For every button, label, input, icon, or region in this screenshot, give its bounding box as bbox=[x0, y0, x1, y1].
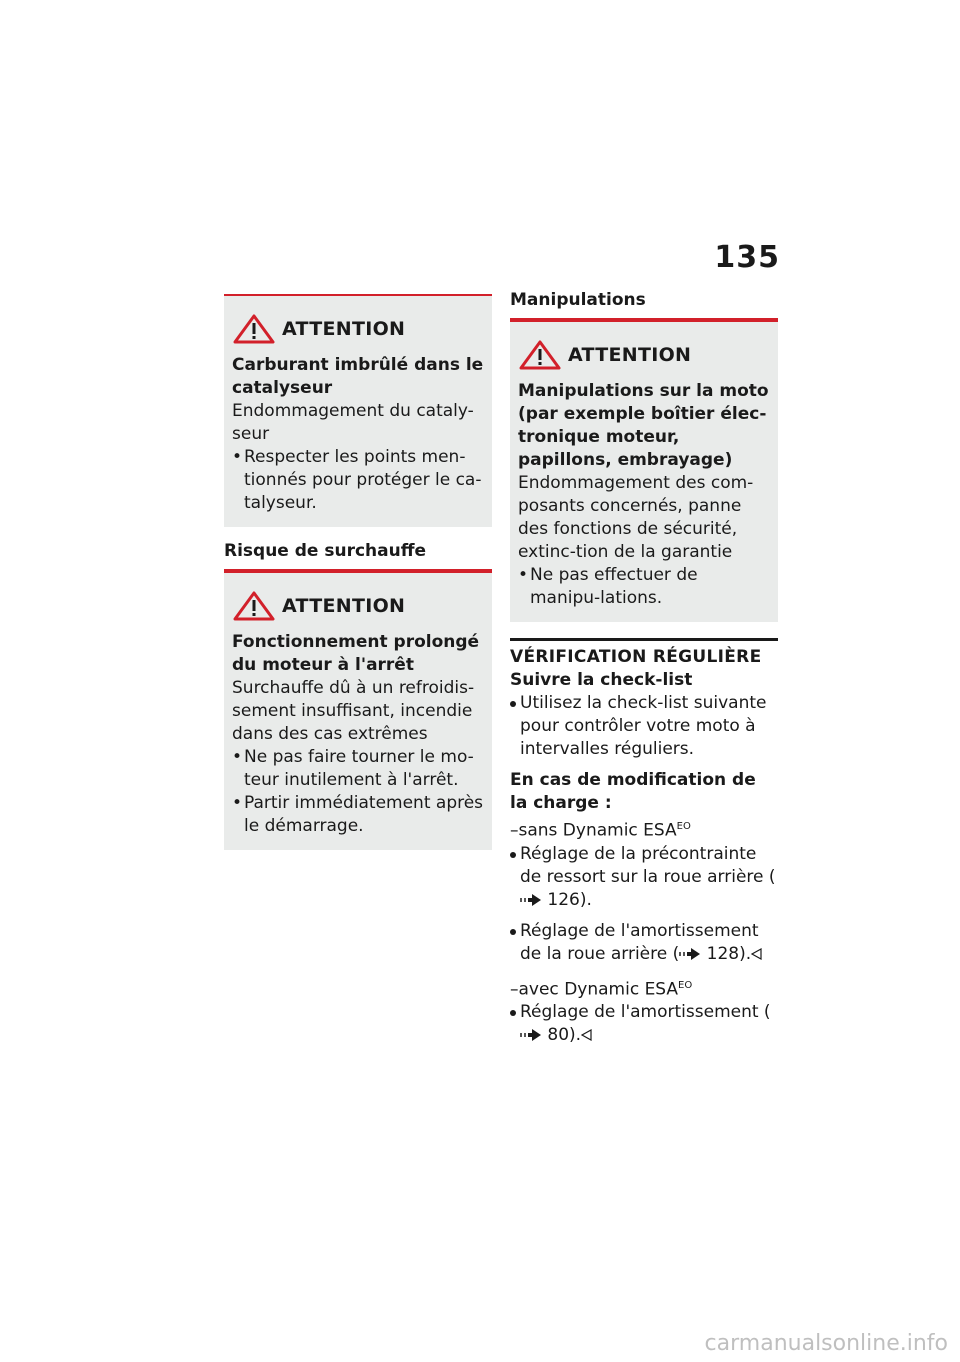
warning-header bbox=[518, 340, 770, 370]
end-triangle-icon bbox=[581, 1029, 592, 1041]
warning-bullets bbox=[518, 564, 770, 610]
item-text: Réglage de l'amortissement de la roue arrière ( bbox=[520, 920, 759, 964]
warning-subject: Fonctionnement prolongé du moteur à l'arrêt bbox=[232, 632, 480, 675]
warning-bullets bbox=[232, 446, 484, 515]
page-number: 135 bbox=[714, 240, 780, 275]
warning-triangle-icon bbox=[232, 314, 276, 344]
condition-without-esa: –sans Dynamic $ESA^{EO}$ bbox=[510, 820, 691, 841]
load-change-heading: En cas de modification de la charge : bbox=[510, 770, 756, 813]
checklist-item: Utilisez la check-list suivante pour contrôler votre moto à intervalles réguliers. bbox=[510, 692, 778, 761]
page-ref-arrow-icon bbox=[520, 894, 542, 906]
left-column bbox=[224, 294, 492, 850]
page-ref-arrow-icon bbox=[520, 1029, 542, 1041]
warning-body: Endommagement du cataly-seur bbox=[232, 401, 474, 444]
warning-body: Surchauffe dû à un refroidis-sement insuffisant, incendie dans des cas extrêmes bbox=[232, 678, 475, 744]
eo-superscript: EO bbox=[676, 821, 691, 832]
page-ref[interactable]: 128). bbox=[706, 943, 752, 964]
subheading-overheat: Risque de surchauffe bbox=[224, 527, 492, 571]
warning-triangle-icon bbox=[232, 591, 276, 621]
list-item-preload bbox=[510, 843, 778, 912]
adjust-list-esa bbox=[510, 1001, 778, 1047]
condition-label: sans Dynamic ESA bbox=[518, 820, 677, 841]
watermark: carmanualsonline.info bbox=[704, 1331, 948, 1356]
warning-bullet: • Ne pas effectuer de manipu-lations. bbox=[518, 564, 770, 610]
list-item-damping bbox=[510, 920, 778, 966]
warning-box-catalyst bbox=[224, 294, 492, 527]
page-ref[interactable]: 80). bbox=[547, 1025, 582, 1046]
right-column bbox=[510, 290, 778, 1055]
subheading-manipulations: Manipulations bbox=[510, 290, 778, 320]
warning-header bbox=[232, 591, 484, 621]
eo-superscript: EO bbox=[678, 979, 693, 991]
warning-box-manipulations bbox=[510, 320, 778, 622]
warning-subject: Manipulations sur la moto (par exemple boîtier élec-tronique moteur, papillons, embrayage) bbox=[518, 381, 769, 470]
warning-bullet: • Partir immédiatement après le démarrage. bbox=[232, 792, 484, 838]
item-text: Réglage de la précontrainte de ressort sur la roue arrière ( bbox=[520, 843, 776, 887]
warning-title: ATTENTION bbox=[282, 595, 406, 617]
checklist-list bbox=[510, 692, 778, 761]
list-item-damping-esa bbox=[510, 1001, 778, 1047]
warning-body: Endommagement des com-posants concernés, panne des fonctions de sécurité, extinc-tion de la garantie bbox=[518, 473, 754, 562]
page-ref[interactable]: 126). bbox=[547, 889, 592, 910]
warning-title: ATTENTION bbox=[282, 318, 406, 340]
section-title-regular-check: VÉRIFICATION RÉGULIÈRE bbox=[510, 638, 778, 667]
checklist-heading: Suivre la check-list bbox=[510, 670, 693, 690]
page-ref-arrow-icon bbox=[679, 948, 701, 960]
warning-bullet: • Ne pas faire tourner le mo-teur inutilement à l'arrêt. bbox=[232, 746, 484, 792]
warning-bullet: • Respecter les points men-tionnés pour protéger le ca-talyseur. bbox=[232, 446, 484, 515]
adjust-list bbox=[510, 843, 778, 966]
item-text: Réglage de l'amortissement ( bbox=[520, 1002, 771, 1023]
warning-triangle-icon bbox=[518, 340, 562, 370]
warning-header bbox=[232, 314, 484, 344]
condition-with-esa: –avec Dynamic $ESA^{EO}$ bbox=[510, 979, 693, 1000]
warning-title: ATTENTION bbox=[568, 344, 692, 366]
warning-subject: Carburant imbrûlé dans le catalyseur bbox=[232, 355, 484, 398]
end-triangle-icon bbox=[751, 948, 762, 960]
warning-box-overheat bbox=[224, 571, 492, 850]
condition-label: avec Dynamic ESA bbox=[518, 979, 679, 1000]
warning-bullets bbox=[232, 746, 484, 838]
